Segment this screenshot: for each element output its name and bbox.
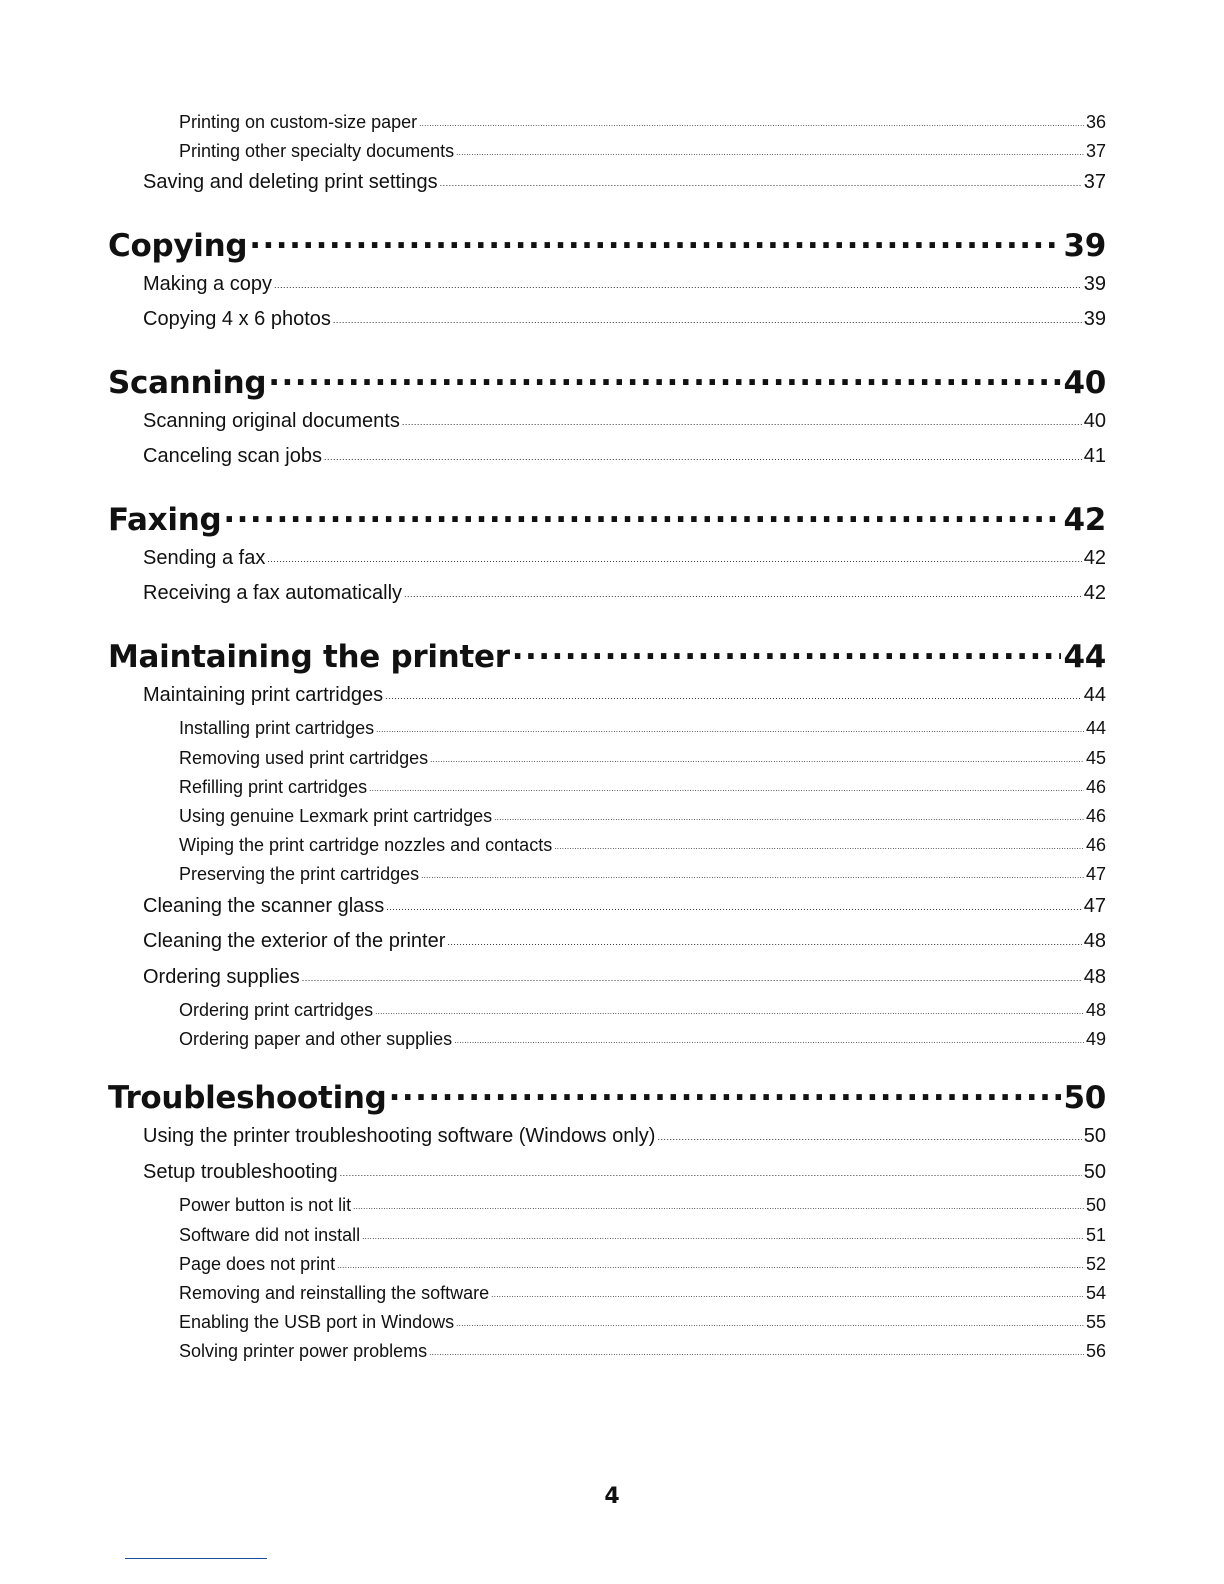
toc-entry-title: Making a copy (143, 272, 272, 295)
toc-entry-page: 48 (1085, 1000, 1106, 1020)
toc-chapter-entry[interactable] (108, 500, 1106, 538)
toc-section-entry[interactable] (108, 1122, 1106, 1158)
toc-entry-title: Ordering supplies (143, 965, 300, 988)
toc-subsection-entry[interactable] (108, 110, 1106, 139)
toc-dot-leader (268, 363, 1061, 393)
toc-entry-title: Solving printer power problems (179, 1341, 428, 1362)
toc-entry-title: Sending a fax (143, 546, 266, 569)
toc-entry-title: Using the printer troubleshooting software (Windows only) (143, 1125, 656, 1148)
toc-entry-title: Cleaning the scanner glass (143, 894, 385, 917)
toc-section-entry[interactable] (108, 544, 1106, 580)
toc-subsection-entry[interactable] (108, 833, 1106, 862)
toc-dot-leader (369, 775, 1084, 793)
toc-entry-title: Scanning original documents (143, 409, 400, 432)
toc-entry-title: Enabling the USB port in Windows (179, 1312, 455, 1333)
toc-entry-title: Ordering paper and other supplies (179, 1029, 453, 1050)
toc-section-entry[interactable] (108, 407, 1106, 443)
toc-entry-title: Canceling scan jobs (143, 445, 322, 468)
toc-section-entry[interactable] (108, 1158, 1106, 1194)
toc-entry-title: Page does not print (179, 1253, 336, 1274)
toc-dot-leader (375, 998, 1084, 1016)
toc-section-entry[interactable] (108, 305, 1106, 341)
toc-entry-page: 46 (1085, 776, 1106, 797)
toc-subsection-entry[interactable] (108, 1223, 1106, 1252)
toc-dot-leader (267, 544, 1081, 564)
toc-dot-leader (447, 927, 1081, 947)
toc-entry-title: Faxing (108, 501, 222, 538)
toc-section-entry[interactable] (108, 927, 1106, 963)
toc-section-entry[interactable] (108, 579, 1106, 615)
toc-entry-title: Ordering print cartridges (179, 1000, 374, 1020)
toc-entry-page: 39 (1083, 272, 1106, 295)
toc-subsection-entry[interactable] (108, 998, 1106, 1027)
toc-dot-leader (402, 407, 1082, 427)
toc-dot-leader (494, 804, 1084, 822)
toc-dot-leader (554, 833, 1084, 851)
toc-subsection-entry[interactable] (108, 1339, 1106, 1368)
toc-entry-page: 56 (1085, 1341, 1106, 1362)
toc-entry-page: 40 (1063, 364, 1106, 401)
toc-subsection-entry[interactable] (108, 139, 1106, 168)
toc-entry-page: 47 (1083, 894, 1106, 917)
toc-dot-leader (302, 963, 1082, 983)
toc-entry-title: Printing on custom-size paper (179, 112, 418, 132)
toc-entry-page: 44 (1083, 683, 1106, 706)
toc-entry-title: Installing print cartridges (179, 718, 375, 739)
toc-entry-title: Removing used print cartridges (179, 747, 429, 768)
toc-chapter-entry[interactable] (108, 363, 1106, 401)
toc-chapter-entry[interactable] (108, 1078, 1106, 1116)
toc-section-entry[interactable] (108, 963, 1106, 999)
toc-subsection-entry[interactable] (108, 1281, 1106, 1310)
toc-chapter-entry[interactable] (108, 637, 1106, 675)
toc-entry-title: Troubleshooting (108, 1080, 387, 1117)
toc-dot-leader (491, 1281, 1084, 1299)
toc-dot-leader (430, 746, 1084, 764)
toc-dot-leader (389, 1078, 1062, 1108)
table-of-contents (108, 110, 1106, 1369)
toc-dot-leader (657, 1122, 1081, 1142)
toc-section-entry[interactable] (108, 442, 1106, 478)
toc-entry-title: Wiping the print cartridge nozzles and contacts (179, 835, 553, 856)
toc-section-entry[interactable] (108, 681, 1106, 717)
toc-entry-title: Software did not install (179, 1224, 361, 1245)
toc-entry-page: 45 (1085, 747, 1106, 768)
toc-subsection-entry[interactable] (108, 1193, 1106, 1222)
toc-entry-title: Copying (108, 227, 248, 264)
toc-entry-page: 51 (1085, 1224, 1106, 1245)
toc-entry-page: 55 (1085, 1312, 1106, 1333)
toc-entry-title: Maintaining print cartridges (143, 683, 384, 706)
toc-subsection-entry[interactable] (108, 775, 1106, 804)
toc-chapter-entry[interactable] (108, 226, 1106, 264)
page-number: 4 (604, 1484, 620, 1509)
toc-section-entry[interactable] (108, 270, 1106, 306)
toc-dot-leader (386, 892, 1081, 912)
toc-subsection-entry[interactable] (108, 804, 1106, 833)
toc-dot-leader (362, 1223, 1084, 1241)
toc-entry-title: Preserving the print cartridges (179, 864, 420, 885)
toc-entry-title: Setup troubleshooting (143, 1160, 338, 1183)
toc-entry-title: Removing and reinstalling the software (179, 1282, 490, 1303)
toc-entry-page: 41 (1083, 445, 1106, 468)
toc-subsection-entry[interactable] (108, 1252, 1106, 1281)
toc-entry-title: Saving and deleting print settings (143, 171, 438, 194)
toc-entry-page: 36 (1085, 112, 1106, 132)
toc-entry-page: 49 (1085, 1029, 1106, 1050)
toc-entry-page: 47 (1085, 864, 1106, 885)
toc-subsection-entry[interactable] (108, 746, 1106, 775)
toc-entry-page: 50 (1063, 1080, 1106, 1117)
toc-entry-page: 39 (1063, 227, 1106, 264)
toc-entry-page: 40 (1083, 409, 1106, 432)
toc-section-entry[interactable] (108, 168, 1106, 204)
toc-entry-page: 46 (1085, 805, 1106, 826)
toc-subsection-entry[interactable] (108, 862, 1106, 891)
toc-entry-page: 37 (1083, 171, 1106, 194)
toc-entry-title: Using genuine Lexmark print cartridges (179, 805, 493, 826)
toc-entry-page: 46 (1085, 835, 1106, 856)
toc-dot-leader (404, 579, 1082, 599)
toc-dot-leader (324, 442, 1082, 462)
toc-entry-title: Receiving a fax automatically (143, 582, 403, 605)
toc-entry-title: Printing other specialty documents (179, 141, 455, 162)
toc-entry-page: 37 (1085, 141, 1106, 162)
toc-dot-leader (456, 139, 1084, 157)
toc-dot-leader (274, 270, 1082, 290)
toc-entry-page: 42 (1083, 546, 1106, 569)
toc-dot-leader (429, 1339, 1084, 1357)
toc-subsection-entry[interactable] (108, 1310, 1106, 1339)
toc-entry-title: Maintaining the printer (108, 638, 510, 675)
footer-rule (125, 1558, 267, 1559)
toc-dot-leader (340, 1158, 1082, 1178)
toc-subsection-entry[interactable] (108, 1027, 1106, 1056)
toc-dot-leader (421, 862, 1084, 880)
toc-entry-page: 44 (1063, 638, 1106, 675)
toc-entry-page: 52 (1085, 1253, 1106, 1274)
toc-entry-page: 42 (1083, 582, 1106, 605)
toc-entry-page: 44 (1085, 718, 1106, 739)
toc-entry-page: 48 (1083, 930, 1106, 952)
toc-dot-leader (333, 305, 1082, 325)
toc-entry-title: Copying 4 x 6 photos (143, 308, 331, 331)
toc-entry-page: 39 (1083, 308, 1106, 331)
toc-entry-title: Cleaning the exterior of the printer (143, 930, 446, 952)
toc-dot-leader (249, 226, 1061, 256)
toc-dot-leader (376, 716, 1084, 734)
toc-dot-leader (456, 1310, 1084, 1328)
toc-dot-leader (512, 637, 1062, 667)
toc-entry-page: 54 (1085, 1282, 1106, 1303)
toc-dot-leader (419, 110, 1084, 128)
toc-entry-title: Power button is not lit (179, 1195, 352, 1216)
toc-dot-leader (454, 1027, 1084, 1045)
toc-entry-title: Refilling print cartridges (179, 776, 368, 797)
toc-entry-page: 48 (1083, 965, 1106, 988)
toc-entry-title: Scanning (108, 364, 267, 401)
toc-dot-leader (337, 1252, 1084, 1270)
toc-subsection-entry[interactable] (108, 716, 1106, 745)
toc-entry-page: 50 (1083, 1160, 1106, 1183)
toc-entry-page: 42 (1063, 501, 1106, 538)
toc-dot-leader (223, 500, 1061, 530)
toc-section-entry[interactable] (108, 892, 1106, 928)
toc-entry-page: 50 (1085, 1195, 1106, 1216)
toc-entry-page: 50 (1083, 1125, 1106, 1148)
toc-dot-leader (440, 168, 1082, 188)
toc-dot-leader (353, 1193, 1084, 1211)
toc-dot-leader (385, 681, 1082, 701)
